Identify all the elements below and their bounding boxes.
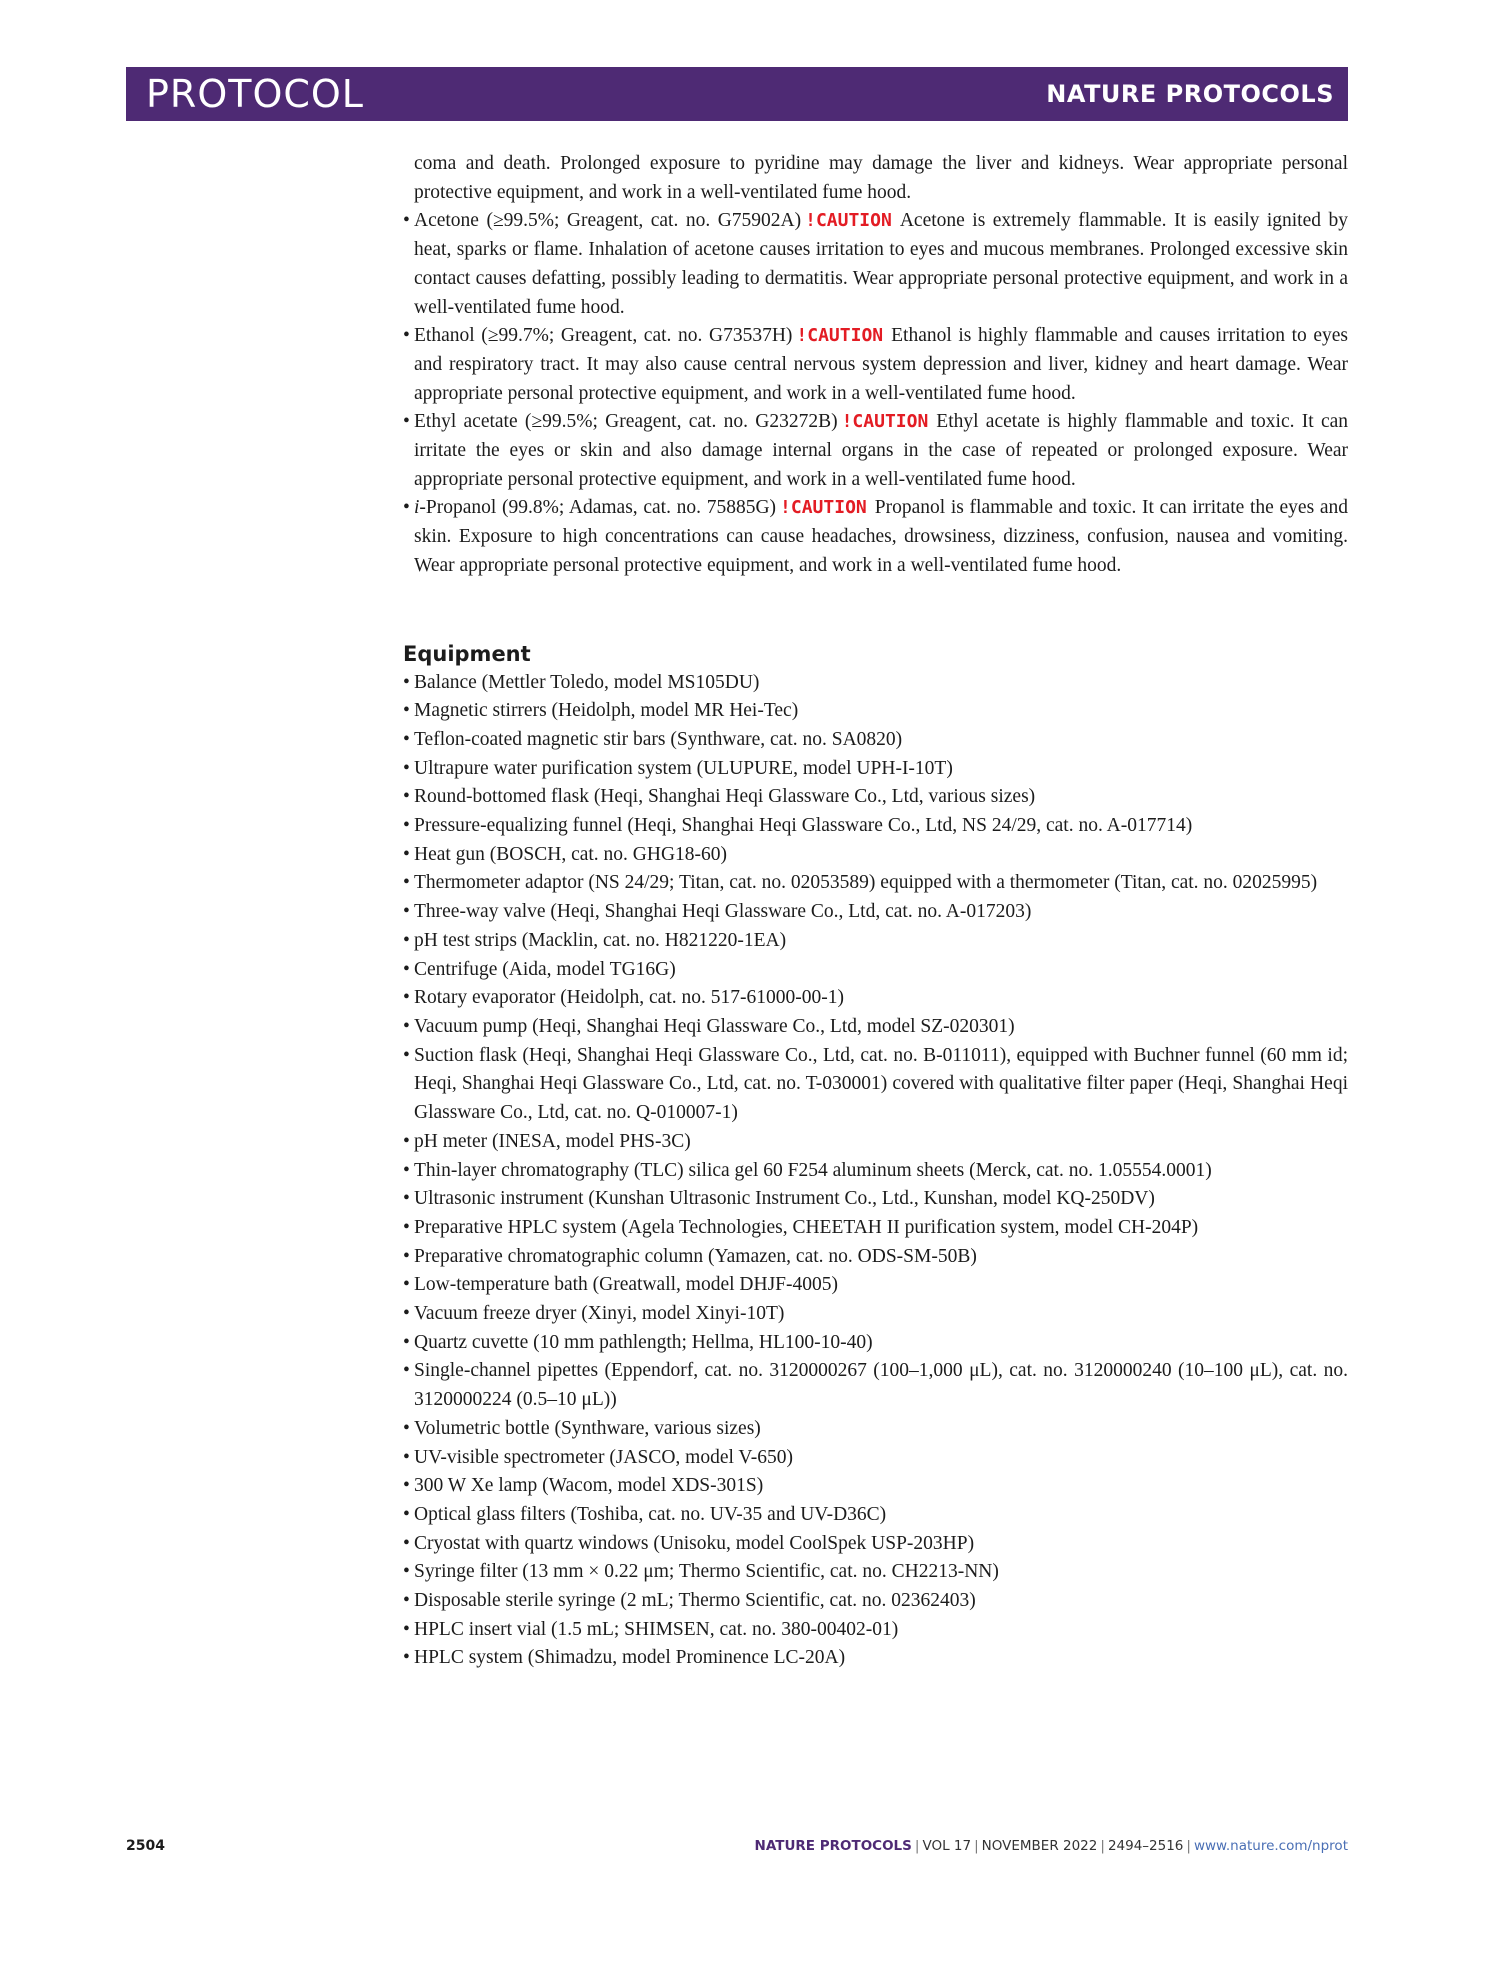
equipment-item-text: Vacuum pump (Heqi, Shanghai Heqi Glassware Co., Ltd, model SZ-020301): [414, 1015, 1015, 1037]
equipment-item: [403, 1501, 1348, 1530]
footer-separator: |: [974, 1838, 979, 1854]
bullet-icon: •: [403, 1188, 410, 1210]
equipment-item-text: Pressure-equalizing funnel (Heqi, Shanghai Heqi Glassware Co., Ltd, NS 24/29, cat. no. A-017714): [414, 815, 1193, 837]
caution-label: !CAUTION: [796, 325, 884, 347]
equipment-item: [403, 956, 1348, 985]
equipment-item-text: pH meter (INESA, model PHS-3C): [414, 1130, 691, 1152]
bullet-icon: •: [403, 1360, 410, 1382]
bullet-icon: •: [403, 843, 410, 865]
equipment-item: [403, 1357, 1348, 1414]
page-number: 2504: [126, 1838, 165, 1854]
equipment-item-text: Thermometer adaptor (NS 24/29; Titan, cat. no. 02053589) equipped with a thermometer (Titan, cat. no. 02025995): [414, 872, 1318, 894]
bullet-icon: •: [403, 1216, 410, 1238]
equipment-item: [403, 697, 1348, 726]
footer-separator: |: [1100, 1838, 1105, 1854]
equipment-item: [403, 898, 1348, 927]
equipment-item-text: HPLC system (Shimadzu, model Prominence LC-20A): [414, 1647, 846, 1669]
equipment-item-text: pH test strips (Macklin, cat. no. H821220-1EA): [414, 929, 787, 951]
equipment-item-text: Balance (Mettler Toledo, model MS105DU): [414, 671, 760, 693]
bullet-icon: •: [403, 1130, 410, 1152]
equipment-item-text: Heat gun (BOSCH, cat. no. GHG18-60): [414, 843, 728, 865]
equipment-item-text: Low-temperature bath (Greatwall, model DHJF-4005): [414, 1274, 838, 1296]
equipment-item: [403, 669, 1348, 698]
equipment-item: [403, 1271, 1348, 1300]
bullet-icon: •: [403, 786, 410, 808]
equipment-item-text: Optical glass filters (Toshiba, cat. no. UV-35 and UV-D36C): [414, 1503, 887, 1525]
footer-volume: VOL 17: [922, 1838, 972, 1854]
reagent-item: [403, 408, 1348, 494]
header-bar: [126, 67, 1348, 121]
equipment-item-text: Rotary evaporator (Heidolph, cat. no. 517-61000-00-1): [414, 987, 844, 1009]
bullet-icon: •: [403, 1618, 410, 1640]
bullet-icon: •: [403, 1532, 410, 1554]
bullet-icon: •: [403, 1446, 410, 1468]
reagent-item: [403, 494, 1348, 580]
equipment-item-text: Ultrapure water purification system (ULUPURE, model UPH-I-10T): [414, 757, 953, 779]
bullet-icon: •: [403, 1015, 410, 1037]
reagent-caution-text: Ethanol is highly flammable and causes irritation to eyes and respiratory tract. It may also cause central nervous system depression and liver, kidney and heart damage. Wear appropriate personal protective equipment, and work in a well-ventilated fume hood.: [414, 325, 1348, 404]
equipment-heading: Equipment: [403, 641, 531, 666]
equipment-item-text: Thin-layer chromatography (TLC) silica gel 60 F254 aluminum sheets (Merck, cat. no. 1.05554.0001): [414, 1159, 1212, 1181]
bullet-icon: •: [403, 210, 410, 232]
equipment-item: [403, 1185, 1348, 1214]
equipment-item: [403, 1644, 1348, 1673]
caution-label: !CAUTION: [805, 210, 892, 232]
section-label: PROTOCOL: [146, 72, 364, 116]
bullet-icon: •: [403, 929, 410, 951]
bullet-icon: •: [403, 872, 410, 894]
equipment-item-text: Vacuum freeze dryer (Xinyi, model Xinyi-10T): [414, 1303, 785, 1325]
equipment-item: [403, 1444, 1348, 1473]
bullet-icon: •: [403, 1274, 410, 1296]
bullet-icon: •: [403, 411, 410, 433]
equipment-item: [403, 1042, 1348, 1128]
equipment-item-text: Teflon-coated magnetic stir bars (Synthware, cat. no. SA0820): [414, 728, 903, 750]
footer-citation: [755, 1838, 1348, 1854]
reagent-item: [403, 207, 1348, 322]
equipment-item: [403, 1587, 1348, 1616]
bullet-icon: •: [403, 1303, 410, 1325]
equipment-list: [403, 669, 1348, 1674]
equipment-item-text: Single-channel pipettes (Eppendorf, cat. no. 3120000267 (100–1,000 μL), cat. no. 3120000240 (10–100 μL), cat. no. 3120000224 (0.5–10 μL)): [414, 1360, 1348, 1411]
reagent-caution-text: Propanol is flammable and toxic. It can irritate the eyes and skin. Exposure to high concentrations can cause headaches, drowsiness, dizziness, confusion, nausea and vomiting. Wear appropriate personal protective equipment, and work in a well-ventilated fume hood.: [414, 497, 1348, 576]
bullet-icon: •: [403, 728, 410, 750]
bullet-icon: •: [403, 1159, 410, 1181]
bullet-icon: •: [403, 757, 410, 779]
equipment-item-text: Preparative HPLC system (Agela Technologies, CHEETAH II purification system, model CH-204P): [414, 1216, 1199, 1238]
equipment-item: [403, 1329, 1348, 1358]
equipment-item: [403, 726, 1348, 755]
equipment-item: [403, 812, 1348, 841]
equipment-item: [403, 755, 1348, 784]
bullet-icon: •: [403, 325, 410, 347]
equipment-item-text: Magnetic stirrers (Heidolph, model MR Hei-Tec): [414, 700, 799, 722]
reagent-caution-text: Ethyl acetate is highly flammable and toxic. It can irritate the eyes or skin and also damage internal organs in the case of repeated or prolonged exposure. Wear appropriate personal protective equipment, and work in a well-ventilated fume hood.: [414, 411, 1349, 490]
bullet-icon: •: [403, 958, 410, 980]
footer-journal: NATURE PROTOCOLS: [754, 1838, 912, 1854]
equipment-item-text: Volumetric bottle (Synthware, various sizes): [414, 1417, 761, 1439]
equipment-item: [403, 1013, 1348, 1042]
equipment-item: [403, 1214, 1348, 1243]
footer-date: NOVEMBER 2022: [981, 1838, 1098, 1854]
equipment-item: [403, 841, 1348, 870]
bullet-icon: •: [403, 1647, 410, 1669]
bullet-icon: •: [403, 1475, 410, 1497]
equipment-item-text: Suction flask (Heqi, Shanghai Heqi Glassware Co., Ltd, cat. no. B-011011), equipped with Buchner funnel (60 mm id; Heqi, Shanghai Heqi Glassware Co., Ltd, cat. no. T-030001) covered with qualitative filter paper (Heqi, Shanghai Heqi Glassware Co., Ltd, cat. no. Q-010007-1): [414, 1044, 1348, 1124]
bullet-icon: •: [403, 1245, 410, 1267]
equipment-item: [403, 1616, 1348, 1645]
reagent-caution-text: Acetone is extremely flammable. It is easily ignited by heat, sparks or flame. Inhalation of acetone causes irritation to eyes and mucous membranes. Prolonged excessive skin contact causes defatting, possibly leading to dermatitis. Wear appropriate personal protective equipment, and work in a well-ventilated fume hood.: [414, 210, 1348, 318]
equipment-item-text: Cryostat with quartz windows (Unisoku, model CoolSpek USP-203HP): [414, 1532, 975, 1554]
bullet-icon: •: [403, 1503, 410, 1525]
equipment-item: [403, 1300, 1348, 1329]
equipment-item: [403, 1530, 1348, 1559]
bullet-icon: •: [403, 700, 410, 722]
equipment-item-text: Centrifuge (Aida, model TG16G): [414, 958, 676, 980]
bullet-icon: •: [403, 1044, 410, 1066]
bullet-icon: •: [403, 901, 410, 923]
reagent-name: Ethyl acetate (≥99.5%; Greagent, cat. no. G23272B): [414, 411, 838, 433]
footer-separator: |: [914, 1838, 920, 1854]
bullet-icon: •: [403, 1417, 410, 1439]
equipment-item-text: Syringe filter (13 mm × 0.22 μm; Thermo Scientific, cat. no. CH2213-NN): [414, 1561, 999, 1583]
journal-url-link[interactable]: www.nature.com/nprot: [1193, 1838, 1348, 1854]
continuation-paragraph: coma and death. Prolonged exposure to pyridine may damage the liver and kidneys. Wear appropriate personal protective equipment, and work in a well-ventilated fume hood.: [414, 153, 1348, 203]
equipment-item: [403, 1558, 1348, 1587]
equipment-item: [403, 984, 1348, 1013]
main-content: [403, 150, 1348, 1673]
caution-label: !CAUTION: [841, 411, 929, 433]
equipment-item-text: Round-bottomed flask (Heqi, Shanghai Heqi Glassware Co., Ltd, various sizes): [414, 786, 1036, 808]
equipment-item-text: 300 W Xe lamp (Wacom, model XDS-301S): [414, 1475, 764, 1497]
bullet-icon: •: [403, 497, 410, 519]
reagent-name: -Propanol (99.8%; Adamas, cat. no. 75885G): [419, 497, 777, 519]
bullet-icon: •: [403, 987, 410, 1009]
reagent-name: Acetone (≥99.5%; Greagent, cat. no. G75902A): [414, 210, 802, 232]
equipment-item-text: UV-visible spectrometer (JASCO, model V-650): [414, 1446, 793, 1468]
equipment-item: [403, 783, 1348, 812]
caution-label: !CAUTION: [780, 497, 867, 519]
footer-pages: 2494–2516: [1107, 1838, 1184, 1854]
reagent-name: Ethanol (≥99.7%; Greagent, cat. no. G73537H): [414, 325, 793, 347]
reagent-name-prefix: i: [414, 497, 420, 519]
equipment-item: [403, 1243, 1348, 1272]
journal-title: NATURE PROTOCOLS: [1046, 80, 1334, 108]
equipment-item: [403, 869, 1348, 898]
bullet-icon: •: [403, 1561, 410, 1583]
equipment-item-text: Three-way valve (Heqi, Shanghai Heqi Glassware Co., Ltd, cat. no. A-017203): [414, 901, 1032, 923]
equipment-item-text: Quartz cuvette (10 mm pathlength; Hellma, HL100-10-40): [414, 1331, 873, 1353]
equipment-item: [403, 1472, 1348, 1501]
bullet-icon: •: [403, 1590, 410, 1612]
equipment-item: [403, 1415, 1348, 1444]
bullet-icon: •: [403, 1331, 410, 1353]
equipment-item-text: Preparative chromatographic column (Yamazen, cat. no. ODS-SM-50B): [414, 1245, 977, 1267]
bullet-icon: •: [403, 671, 410, 693]
equipment-item-text: Ultrasonic instrument (Kunshan Ultrasonic Instrument Co., Ltd., Kunshan, model KQ-250DV): [414, 1188, 1155, 1210]
equipment-item: [403, 927, 1348, 956]
equipment-item: [403, 1128, 1348, 1157]
footer-separator: |: [1186, 1838, 1191, 1854]
bullet-icon: •: [403, 815, 410, 837]
equipment-item-text: Disposable sterile syringe (2 mL; Thermo Scientific, cat. no. 02362403): [414, 1590, 976, 1612]
equipment-item-text: HPLC insert vial (1.5 mL; SHIMSEN, cat. no. 380-00402-01): [414, 1618, 899, 1640]
reagent-item: [403, 322, 1348, 408]
equipment-item: [403, 1157, 1348, 1186]
